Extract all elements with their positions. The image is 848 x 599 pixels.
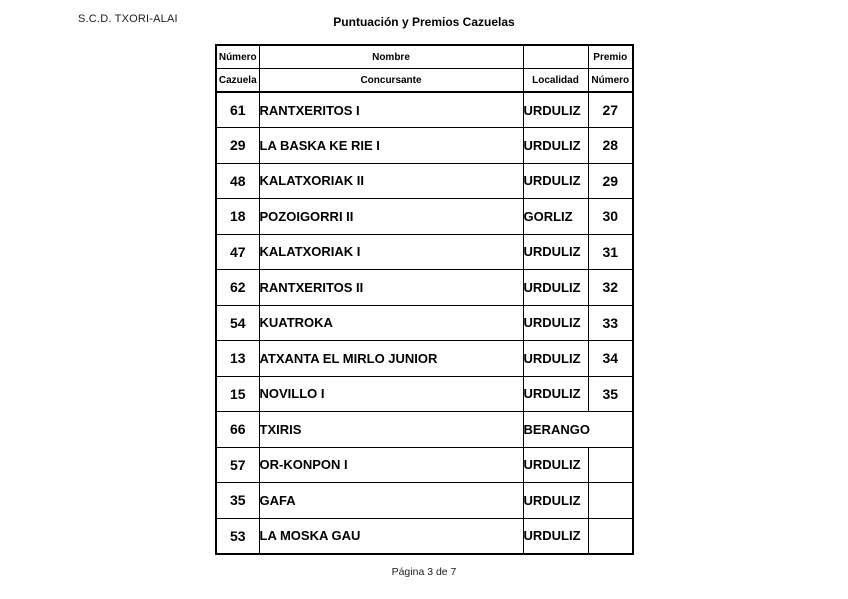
scores-table-container xyxy=(215,44,634,555)
cazuela-cell: 66 xyxy=(216,412,259,448)
premio-cell xyxy=(588,447,633,483)
page-title: Puntuación y Premios Cazuelas xyxy=(333,15,515,29)
cazuela-cell: 47 xyxy=(216,234,259,270)
header-numero-top: Número xyxy=(216,45,259,69)
localidad-cell: URDULIZ xyxy=(523,305,588,341)
premio-cell: 32 xyxy=(588,270,633,306)
concursante-cell: ATXANTA EL MIRLO JUNIOR xyxy=(259,341,523,377)
concursante-cell: POZOIGORRI II xyxy=(259,199,523,235)
premio-cell: 34 xyxy=(588,341,633,377)
header-row-top xyxy=(216,45,633,69)
concursante-cell: KALATXORIAK II xyxy=(259,163,523,199)
table-row xyxy=(216,92,633,128)
header-concursante: Concursante xyxy=(259,69,523,93)
cazuela-cell: 53 xyxy=(216,518,259,554)
concursante-cell: GAFA xyxy=(259,483,523,519)
localidad-cell: URDULIZ xyxy=(523,518,588,554)
table-row xyxy=(216,199,633,235)
localidad-cell: URDULIZ xyxy=(523,234,588,270)
header-nombre-top: Nombre xyxy=(259,45,523,69)
concursante-cell: OR-KONPON I xyxy=(259,447,523,483)
localidad-cell: URDULIZ xyxy=(523,128,588,164)
premio-cell: 27 xyxy=(588,92,633,128)
cazuela-cell: 35 xyxy=(216,483,259,519)
header-row-bottom xyxy=(216,69,633,93)
localidad-cell: GORLIZ xyxy=(523,199,588,235)
table-row xyxy=(216,163,633,199)
concursante-cell: RANTXERITOS I xyxy=(259,92,523,128)
table-row xyxy=(216,483,633,519)
header-cazuela: Cazuela xyxy=(216,69,259,93)
table-row xyxy=(216,518,633,554)
cazuela-cell: 29 xyxy=(216,128,259,164)
header-localidad-top xyxy=(523,45,588,69)
premio-cell: 33 xyxy=(588,305,633,341)
header-localidad: Localidad xyxy=(523,69,588,93)
premio-cell xyxy=(588,483,633,519)
premio-cell: 30 xyxy=(588,199,633,235)
cazuela-cell: 62 xyxy=(216,270,259,306)
premio-cell xyxy=(588,518,633,554)
page-number: Página 3 de 7 xyxy=(391,566,457,578)
cazuela-cell: 54 xyxy=(216,305,259,341)
concursante-cell: LA BASKA KE RIE I xyxy=(259,128,523,164)
cazuela-cell: 13 xyxy=(216,341,259,377)
table-row xyxy=(216,234,633,270)
localidad-cell: URDULIZ xyxy=(523,270,588,306)
premio-cell: 35 xyxy=(588,376,633,412)
localidad-cell: URDULIZ xyxy=(523,483,588,519)
localidad-cell: URDULIZ xyxy=(523,92,588,128)
cazuela-cell: 48 xyxy=(216,163,259,199)
table-row xyxy=(216,447,633,483)
cazuela-cell: 57 xyxy=(216,447,259,483)
concursante-cell: LA MOSKA GAU xyxy=(259,518,523,554)
concursante-cell: RANTXERITOS II xyxy=(259,270,523,306)
localidad-cell: URDULIZ xyxy=(523,376,588,412)
table-header xyxy=(216,45,633,92)
premio-cell: 29 xyxy=(588,163,633,199)
header-premio-top: Premio xyxy=(588,45,633,69)
table-row xyxy=(216,376,633,412)
organization-name: S.C.D. TXORI-ALAI xyxy=(78,13,178,25)
cazuela-cell: 61 xyxy=(216,92,259,128)
concursante-cell: TXIRIS xyxy=(259,412,523,448)
concursante-cell: KALATXORIAK I xyxy=(259,234,523,270)
cazuela-cell: 15 xyxy=(216,376,259,412)
table-row xyxy=(216,270,633,306)
table-body xyxy=(216,92,633,554)
table-row xyxy=(216,305,633,341)
premio-cell: 28 xyxy=(588,128,633,164)
localidad-cell: URDULIZ xyxy=(523,447,588,483)
localidad-cell: BERANGO xyxy=(523,412,633,448)
scores-table xyxy=(215,44,634,555)
cazuela-cell: 18 xyxy=(216,199,259,235)
concursante-cell: KUATROKA xyxy=(259,305,523,341)
table-row xyxy=(216,341,633,377)
concursante-cell: NOVILLO I xyxy=(259,376,523,412)
premio-cell: 31 xyxy=(588,234,633,270)
header-premio-numero: Número xyxy=(588,69,633,93)
localidad-cell: URDULIZ xyxy=(523,341,588,377)
table-row xyxy=(216,412,633,448)
table-row xyxy=(216,128,633,164)
localidad-cell: URDULIZ xyxy=(523,163,588,199)
